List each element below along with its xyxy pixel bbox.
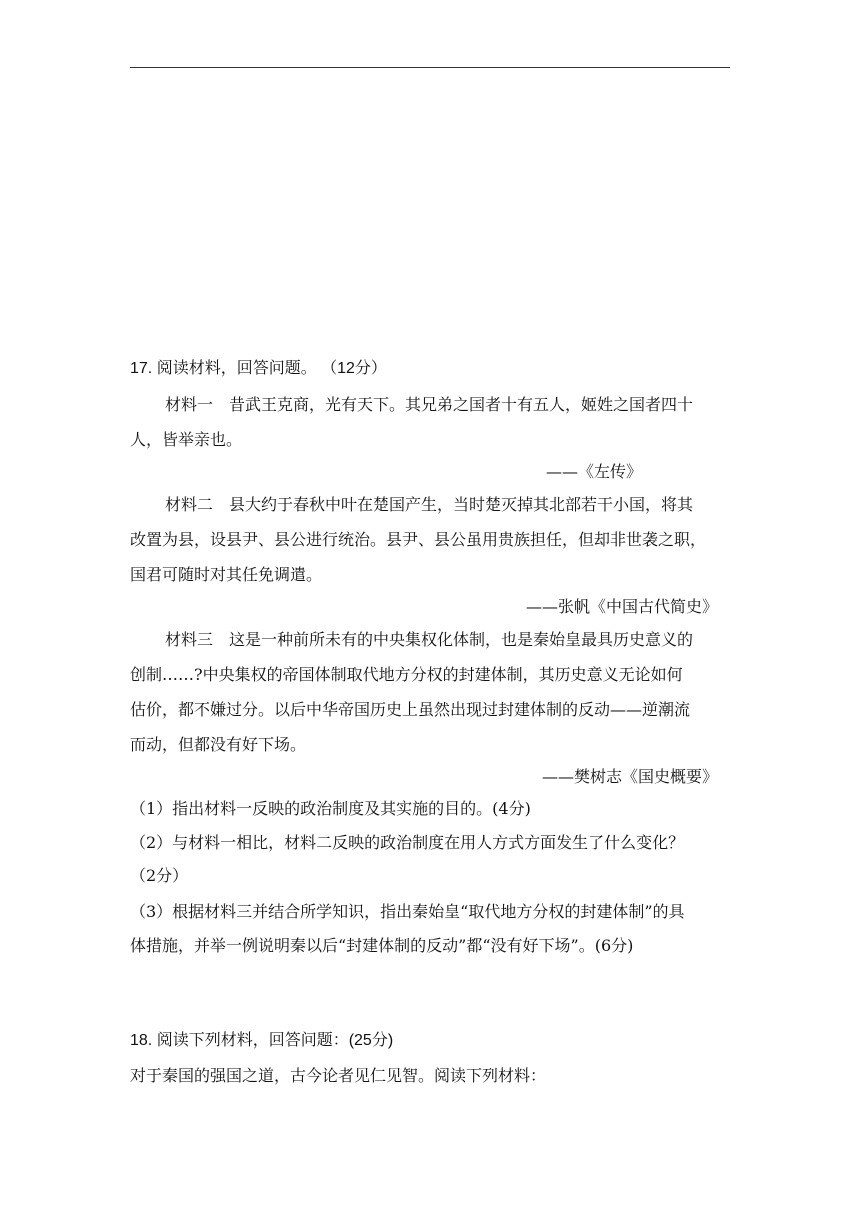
material-3-line-2: 创制……?中央集权的帝国体制取代地方分权的封建体制，其历史意义无论如何 — [130, 665, 683, 684]
material-2-line-2: 改置为县，设县尹、县公进行统治。县尹、县公虽用贵族担任，但却非世袭之职， — [130, 530, 707, 549]
material-2-line-1: 材料二 县大约于春秋中叶在楚国产生，当时楚灭掉其北部若干小国，将其 — [165, 495, 694, 514]
sub-question-2-line-1: （2）与材料一相比，材料二反映的政治制度在用人方式方面发生了什么变化？ — [130, 833, 685, 852]
material-1-source: ——《左传》 — [545, 462, 642, 481]
material-3-line-1: 材料三 这是一种前所未有的中央集权化体制，也是秦始皇最具历史意义的 — [165, 630, 694, 649]
material-2-line-3: 国君可随时对其任免调遣。 — [130, 565, 323, 584]
material-2-source: ——张帆《中国古代简史》 — [525, 597, 718, 616]
header-rule — [130, 67, 730, 68]
material-1-line-2: 人，皆举亲也。 — [130, 430, 243, 449]
question-17-title: 17. 阅读材料，回答问题。 （12分） — [130, 360, 387, 377]
material-3-source: ——樊树志《国史概要》 — [541, 767, 718, 786]
material-3-line-4: 而动，但都没有好下场。 — [130, 735, 307, 754]
material-1-line-1: 材料一 昔武王克商，光有天下。其兄弟之国者十有五人，姬姓之国者四十 — [165, 395, 694, 414]
sub-question-2-line-2: （2分） — [130, 866, 189, 885]
sub-question-3-line-2: 体措施，并举一例说明秦以后“封建体制的反动”都“没有好下场”。(6分) — [130, 936, 634, 955]
sub-question-1: （1）指出材料一反映的政治制度及其实施的目的。(4分) — [130, 799, 531, 818]
question-18-title: 18. 阅读下列材料，回答问题：(25分) — [130, 1032, 394, 1049]
sub-question-3-line-1: （3）根据材料三并结合所学知识，指出秦始皇“取代地方分权的封建体制”的具 — [130, 902, 685, 921]
question-18-intro: 对于秦国的强国之道，古今论者见仁见智。阅读下列材料： — [130, 1066, 547, 1085]
material-3-line-3: 估价，都不嫌过分。以后中华帝国历史上虽然出现过封建体制的反动——逆潮流 — [130, 700, 691, 719]
